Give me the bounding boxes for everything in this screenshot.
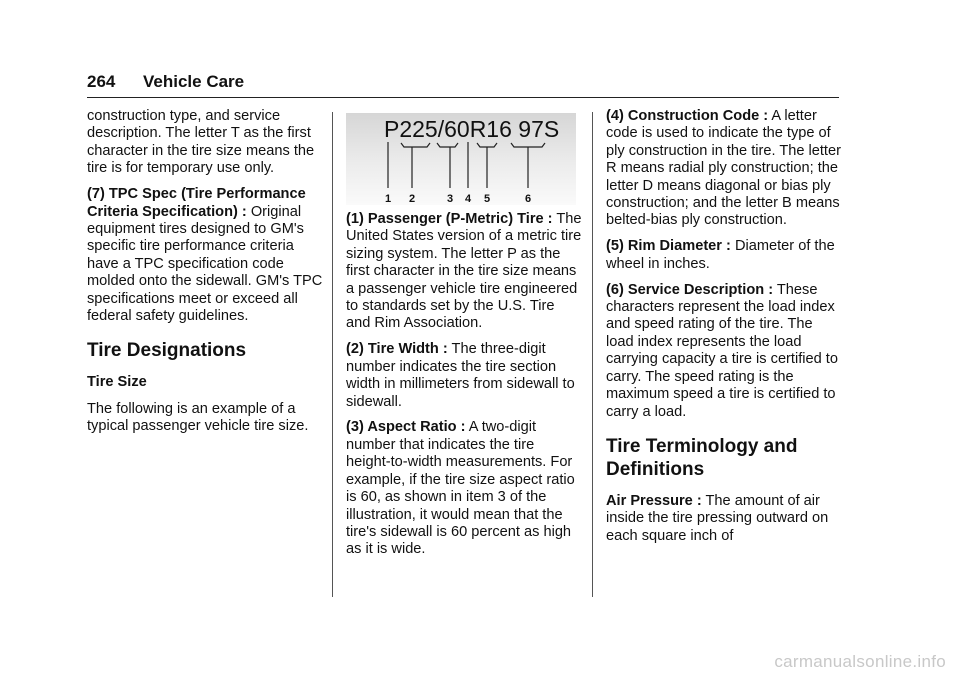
subheading-tire-size: Tire Size bbox=[87, 374, 147, 391]
item-2-term: (2) Tire Width : bbox=[346, 341, 448, 358]
tpc-text: Original equipment tires designed to GM's specific tire performance criteria have a TPC specification code molded onto the sidewall. GM's TPC specifications meet or exceed all federal safety guidelines. bbox=[87, 203, 323, 324]
label-4: 4 bbox=[465, 193, 472, 205]
item-2-text: The three-digit number indicates the tire section width in millimeters from sidewall to sidewall. bbox=[346, 341, 575, 410]
label-6: 6 bbox=[525, 193, 532, 205]
header-rule bbox=[87, 97, 839, 98]
column-3 bbox=[606, 108, 842, 554]
air-pressure-text: The amount of air inside the tire pressing outward on each square inch of bbox=[606, 492, 829, 544]
item-6-paragraph bbox=[606, 282, 842, 421]
item-1-term: (1) Passenger (P-Metric) Tire : bbox=[346, 211, 553, 227]
tpc-term: (7) TPC Spec (Tire Performance Criteria Specification) : bbox=[87, 186, 306, 220]
section-heading-tire-designations: Tire Designations bbox=[87, 340, 247, 362]
item-5-text: Diameter of the wheel in inches. bbox=[606, 238, 835, 272]
section-title: Vehicle Care bbox=[143, 72, 245, 91]
item-3-text: A two-digit number that indicates the tire height-to-width measurements. For example, if the tire size aspect ratio is 60, as shown in item 3 of the illustration, it would mean that the tire's sidewall is 60 percent as high as it is wide. bbox=[346, 419, 575, 558]
item-1-paragraph bbox=[346, 211, 582, 333]
item-3-term: (3) Aspect Ratio : bbox=[346, 419, 466, 436]
page-header bbox=[87, 72, 839, 92]
tpc-paragraph bbox=[87, 186, 323, 325]
watermark: carmanualsonline.info bbox=[774, 652, 946, 671]
item-5-term: (5) Rim Diameter : bbox=[606, 238, 731, 255]
item-2-paragraph bbox=[346, 341, 582, 411]
air-pressure-paragraph bbox=[606, 493, 842, 545]
item-5-paragraph bbox=[606, 238, 842, 273]
item-4-paragraph bbox=[606, 108, 842, 230]
item-3-paragraph bbox=[346, 419, 582, 558]
tire-size-illustration bbox=[346, 113, 576, 205]
label-5: 5 bbox=[484, 193, 491, 205]
section-heading-terminology: Tire Terminology and Definitions bbox=[606, 435, 798, 480]
item-1-text: The United States version of a metric tire sizing system. The letter P as the first character in the tire size means a passenger vehicle tire engineered to standards set by the U.S. Tire and Rim Association. bbox=[346, 211, 582, 332]
intro-paragraph: construction type, and service description. The letter T as the first character in the tire size means the tire is for temporary use only. bbox=[87, 108, 315, 177]
label-1: 1 bbox=[385, 193, 392, 205]
label-3: 3 bbox=[447, 193, 454, 205]
item-6-text: These characters represent the load index and speed rating of the tire. The load index represents the load carrying capacity a tire is certified to carry. The speed rating is the maximum speed a tire is certified to carry a load. bbox=[606, 281, 838, 420]
column-1 bbox=[87, 108, 323, 444]
page-number: 264 bbox=[87, 72, 116, 91]
item-4-text: A letter code is used to indicate the type of ply construction in the tire. The letter R means radial ply construction; the letter D means diagonal or bias ply construction; and the letter B means belted-bias ply construction. bbox=[606, 108, 841, 229]
example-paragraph: The following is an example of a typical passenger vehicle tire size. bbox=[87, 400, 309, 435]
label-2: 2 bbox=[409, 193, 416, 205]
column-divider-2 bbox=[592, 112, 593, 597]
item-6-term: (6) Service Description : bbox=[606, 281, 774, 298]
tire-code-text: P225/60R16 97S bbox=[384, 116, 560, 142]
air-pressure-term: Air Pressure : bbox=[606, 492, 702, 509]
column-divider-1 bbox=[332, 112, 333, 597]
column-2 bbox=[346, 113, 582, 567]
item-4-term: (4) Construction Code : bbox=[606, 108, 769, 124]
